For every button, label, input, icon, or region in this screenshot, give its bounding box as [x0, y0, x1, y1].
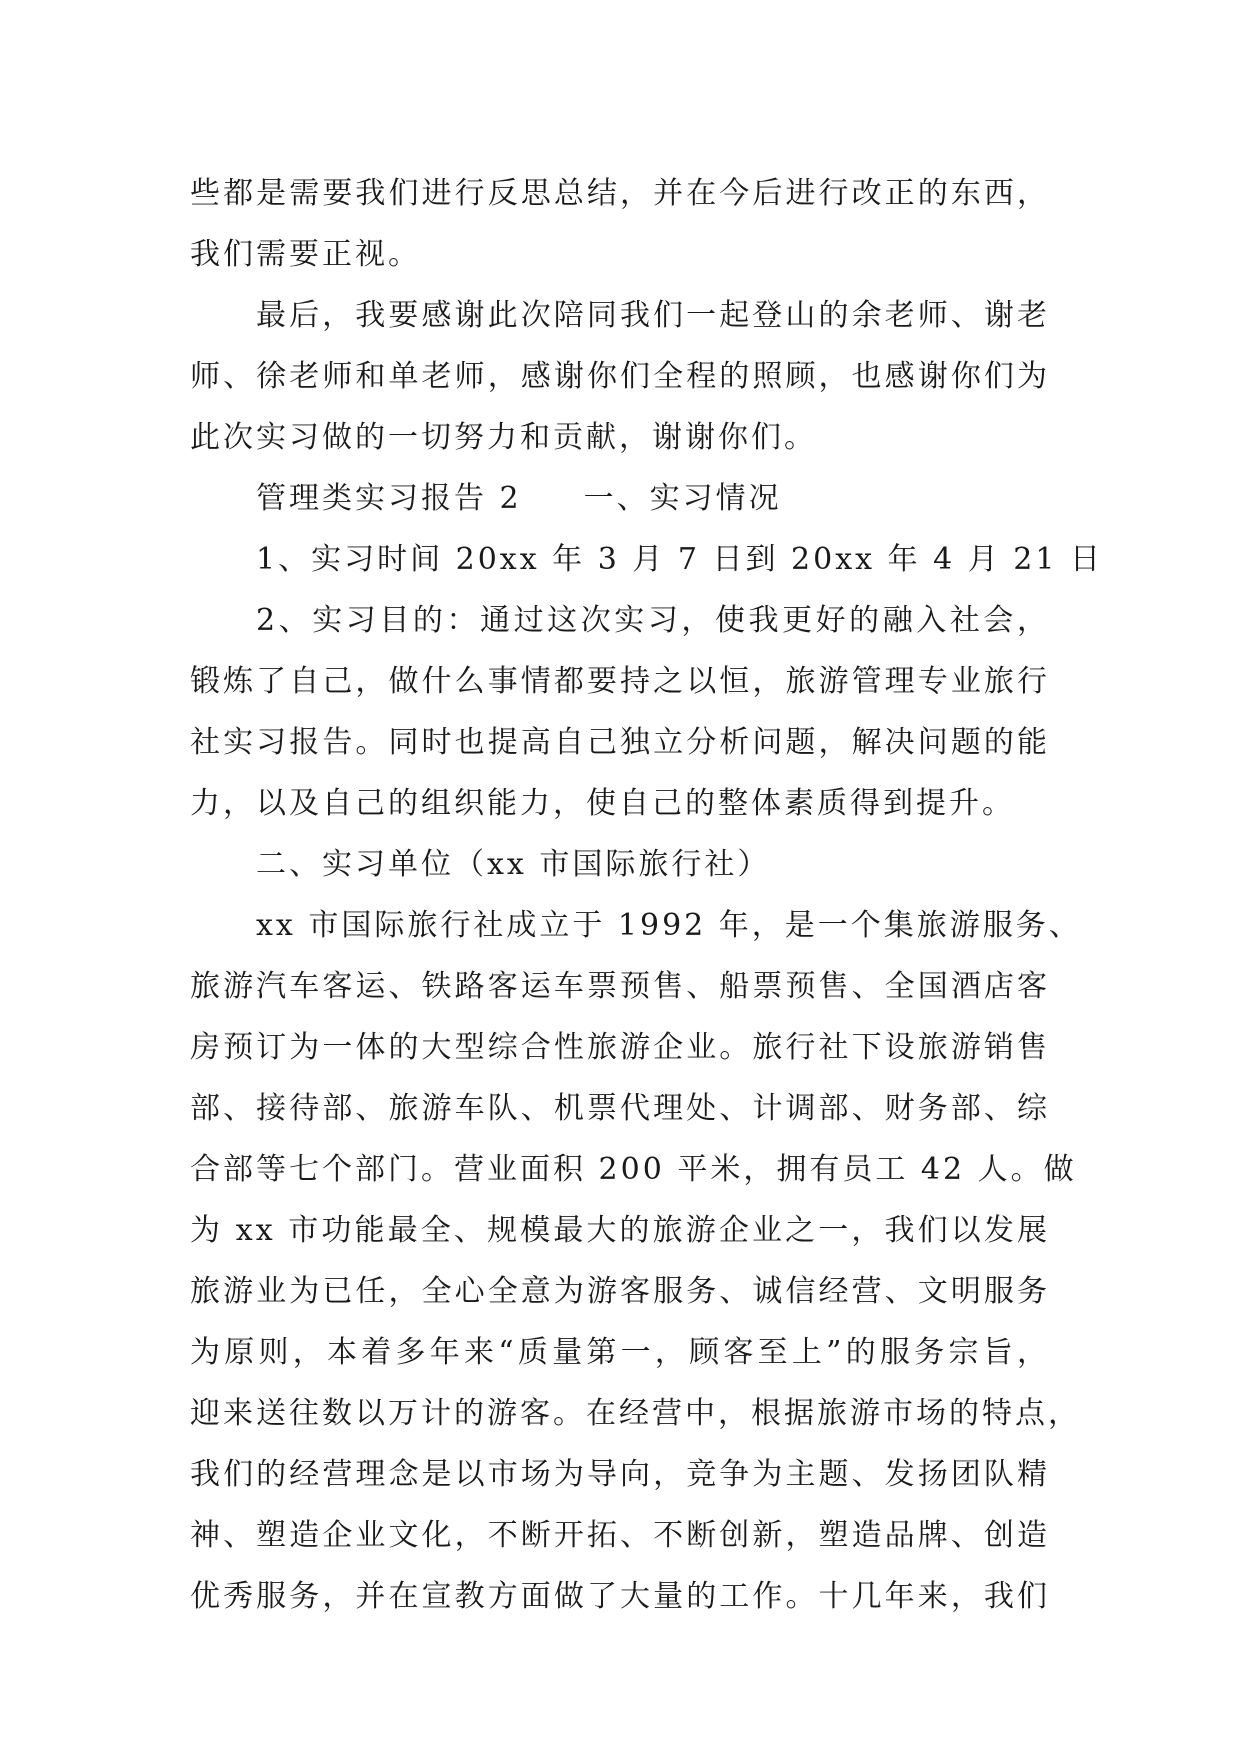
text-line: 此次实习做的一切努力和贡献，谢谢你们。 [190, 420, 817, 455]
text-line: 我们需要正视。 [190, 237, 421, 272]
text-line: 部、接待部、旅游车队、机票代理处、计调部、财务部、综 [190, 1091, 1050, 1126]
text-line: 最后，我要感谢此次陪同我们一起登山的余老师、谢老 [256, 298, 1050, 333]
text-line: xx 市国际旅行社成立于 1992 年，是一个集旅游服务、 [256, 908, 1082, 943]
text-line: 旅游业为已任，全心全意为游客服务、诚信经营、文明服务 [190, 1274, 1050, 1309]
document-body [190, 163, 1103, 1627]
text-line: 1、实习时间 20xx 年 3 月 7 日到 20xx 年 4 月 21 日 [256, 542, 1103, 577]
text-line: 些都是需要我们进行反思总结，并在今后进行改正的东西， [190, 176, 1050, 211]
section-heading: 二、实习单位（xx 市国际旅行社） [256, 847, 771, 882]
text-line: 为原则，本着多年来“质量第一，顾客至上”的服务宗旨， [190, 1335, 1050, 1370]
text-line: 迎来送往数以万计的游客。在经营中，根据旅游市场的特点， [190, 1396, 1081, 1431]
report-title: 管理类实习报告 2 [256, 481, 522, 516]
section-title: 一、实习情况 [583, 481, 782, 516]
text-line: 2、实习目的：通过这次实习，使我更好的融入社会， [256, 603, 1050, 638]
text-line: 神、塑造企业文化，不断开拓、不断创新，塑造品牌、创造 [190, 1518, 1050, 1553]
text-line: 优秀服务，并在宣教方面做了大量的工作。十几年来，我们 [190, 1579, 1050, 1614]
text-line: 合部等七个部门。营业面积 200 平米，拥有员工 42 人。做 [190, 1152, 1077, 1187]
text-line: 房预订为一体的大型综合性旅游企业。旅行社下设旅游销售 [190, 1030, 1050, 1065]
text-line: 为 xx 市功能最全、规模最大的旅游企业之一，我们以发展 [190, 1213, 1050, 1248]
section-heading [190, 468, 1050, 529]
text-line: 力，以及自己的组织能力，使自己的整体素质得到提升。 [190, 786, 1015, 821]
text-line: 锻炼了自己，做什么事情都要持之以恒，旅游管理专业旅行 [190, 664, 1050, 699]
text-line: 我们的经营理念是以市场为导向，竞争为主题、发扬团队精 [190, 1457, 1050, 1492]
text-line: 旅游汽车客运、铁路客运车票预售、船票预售、全国酒店客 [190, 969, 1050, 1004]
text-line: 社实习报告。同时也提高自己独立分析问题，解决问题的能 [190, 725, 1050, 760]
text-line: 师、徐老师和单老师，感谢你们全程的照顾，也感谢你们为 [190, 359, 1050, 394]
